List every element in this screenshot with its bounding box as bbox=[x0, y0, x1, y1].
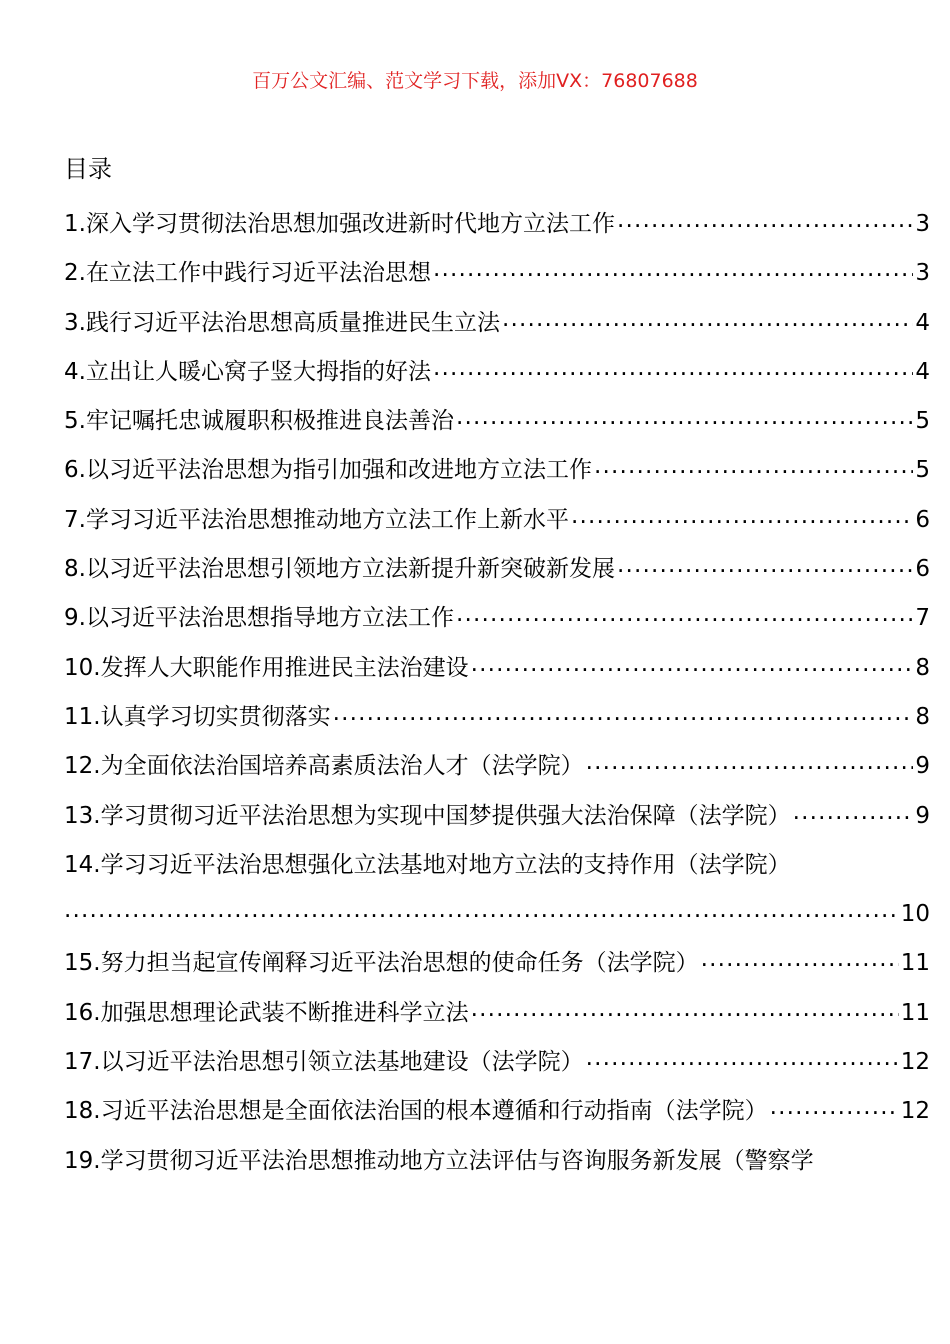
toc-item-8[interactable] bbox=[64, 545, 930, 594]
toc-item-title: 11.认真学习切实贯彻落实 bbox=[64, 703, 331, 730]
dot-leader bbox=[502, 295, 913, 344]
dot-leader bbox=[701, 935, 899, 984]
toc-item-18[interactable] bbox=[64, 1087, 930, 1136]
dot-leader bbox=[433, 344, 913, 393]
toc-item-page: 8 bbox=[915, 654, 930, 681]
toc-item-3[interactable] bbox=[64, 299, 930, 348]
toc-item-page: 11 bbox=[900, 950, 930, 977]
toc-item-title: 5.牢记嘱托忠诚履职积极推进良法善治 bbox=[64, 408, 454, 435]
toc-item-1[interactable] bbox=[64, 200, 930, 249]
toc-item-page: 3 bbox=[915, 260, 930, 287]
toc-item-title: 14.学习习近平法治思想强化立法基地对地方立法的支持作用（法学院） bbox=[64, 851, 791, 878]
toc-item-title: 10.发挥人大职能作用推进民主法治建设 bbox=[64, 654, 469, 681]
toc-item-14[interactable] bbox=[64, 841, 930, 890]
dot-leader bbox=[64, 886, 899, 935]
toc-item-title: 12.为全面依法治国培养高素质法治人才（法学院） bbox=[64, 753, 584, 780]
dot-leader bbox=[586, 738, 914, 787]
toc-item-title: 3.践行习近平法治思想高质量推进民生立法 bbox=[64, 309, 500, 336]
toc-item-title: 1.深入学习贯彻法治思想加强改进新时代地方立法工作 bbox=[64, 211, 615, 237]
toc-item-19[interactable] bbox=[64, 1137, 930, 1186]
toc-item-page: 7 bbox=[915, 605, 930, 632]
toc-item-page: 8 bbox=[915, 703, 930, 730]
toc-item-14-continuation[interactable] bbox=[64, 890, 930, 939]
dot-leader bbox=[571, 492, 913, 541]
toc-item-11[interactable] bbox=[64, 693, 930, 742]
toc-item-title: 18.习近平法治思想是全面依法治国的根本遵循和行动指南（法学院） bbox=[64, 1098, 768, 1125]
toc-item-page: 4 bbox=[915, 309, 930, 336]
toc-title: 目录 bbox=[64, 155, 112, 183]
toc-item-title: 19.学习贯彻习近平法治思想推动地方立法评估与咨询服务新发展（警察学 bbox=[64, 1147, 814, 1174]
dot-leader bbox=[333, 689, 914, 738]
dot-leader bbox=[433, 245, 913, 294]
toc-item-page: 3 bbox=[915, 211, 930, 237]
toc-item-page: 11 bbox=[900, 999, 930, 1026]
toc-item-title: 13.学习贯彻习近平法治思想为实现中国梦提供强大法治保障（法学院） bbox=[64, 802, 791, 829]
dot-leader bbox=[471, 985, 899, 1034]
toc-item-title: 2.在立法工作中践行习近平法治思想 bbox=[64, 260, 431, 287]
toc-item-6[interactable] bbox=[64, 446, 930, 495]
toc-item-title: 9.以习近平法治思想指导地方立法工作 bbox=[64, 605, 454, 632]
toc-item-page: 9 bbox=[915, 802, 930, 829]
toc-item-page: 5 bbox=[915, 408, 930, 435]
table-of-contents bbox=[64, 200, 930, 1186]
toc-item-title: 17.以习近平法治思想引领立法基地建设（法学院） bbox=[64, 1049, 584, 1076]
toc-item-9[interactable] bbox=[64, 594, 930, 643]
dot-leader bbox=[617, 196, 913, 245]
toc-item-page: 6 bbox=[915, 506, 930, 533]
toc-item-title: 7.学习习近平法治思想推动地方立法工作上新水平 bbox=[64, 506, 569, 533]
toc-item-page: 12 bbox=[900, 1098, 930, 1125]
toc-item-4[interactable] bbox=[64, 348, 930, 397]
toc-item-title: 4.立出让人暖心窝子竖大拇指的好法 bbox=[64, 358, 431, 385]
dot-leader bbox=[456, 393, 913, 442]
dot-leader bbox=[594, 442, 913, 491]
toc-item-page: 6 bbox=[915, 556, 930, 583]
toc-item-page: 10 bbox=[900, 901, 930, 928]
toc-item-page: 12 bbox=[900, 1049, 930, 1076]
watermark-header: 百万公文汇编、范文学习下载，添加VX：76807688 bbox=[252, 70, 698, 92]
toc-item-2[interactable] bbox=[64, 249, 930, 298]
dot-leader bbox=[456, 590, 913, 639]
toc-item-12[interactable] bbox=[64, 742, 930, 791]
toc-item-15[interactable] bbox=[64, 939, 930, 988]
toc-item-page: 4 bbox=[915, 358, 930, 385]
toc-item-page: 5 bbox=[915, 457, 930, 484]
dot-leader bbox=[793, 788, 914, 837]
dot-leader bbox=[586, 1034, 899, 1083]
toc-item-16[interactable] bbox=[64, 989, 930, 1038]
toc-item-title: 6.以习近平法治思想为指引加强和改进地方立法工作 bbox=[64, 457, 592, 484]
toc-item-5[interactable] bbox=[64, 397, 930, 446]
toc-item-page: 9 bbox=[915, 753, 930, 780]
dot-leader bbox=[617, 541, 913, 590]
toc-item-13[interactable] bbox=[64, 792, 930, 841]
dot-leader bbox=[471, 640, 914, 689]
toc-item-title: 15.努力担当起宣传阐释习近平法治思想的使命任务（法学院） bbox=[64, 950, 699, 977]
toc-item-title: 16.加强思想理论武装不断推进科学立法 bbox=[64, 999, 469, 1026]
dot-leader bbox=[770, 1083, 899, 1132]
toc-item-7[interactable] bbox=[64, 496, 930, 545]
toc-item-10[interactable] bbox=[64, 644, 930, 693]
toc-item-17[interactable] bbox=[64, 1038, 930, 1087]
toc-item-title: 8.以习近平法治思想引领地方立法新提升新突破新发展 bbox=[64, 556, 615, 583]
